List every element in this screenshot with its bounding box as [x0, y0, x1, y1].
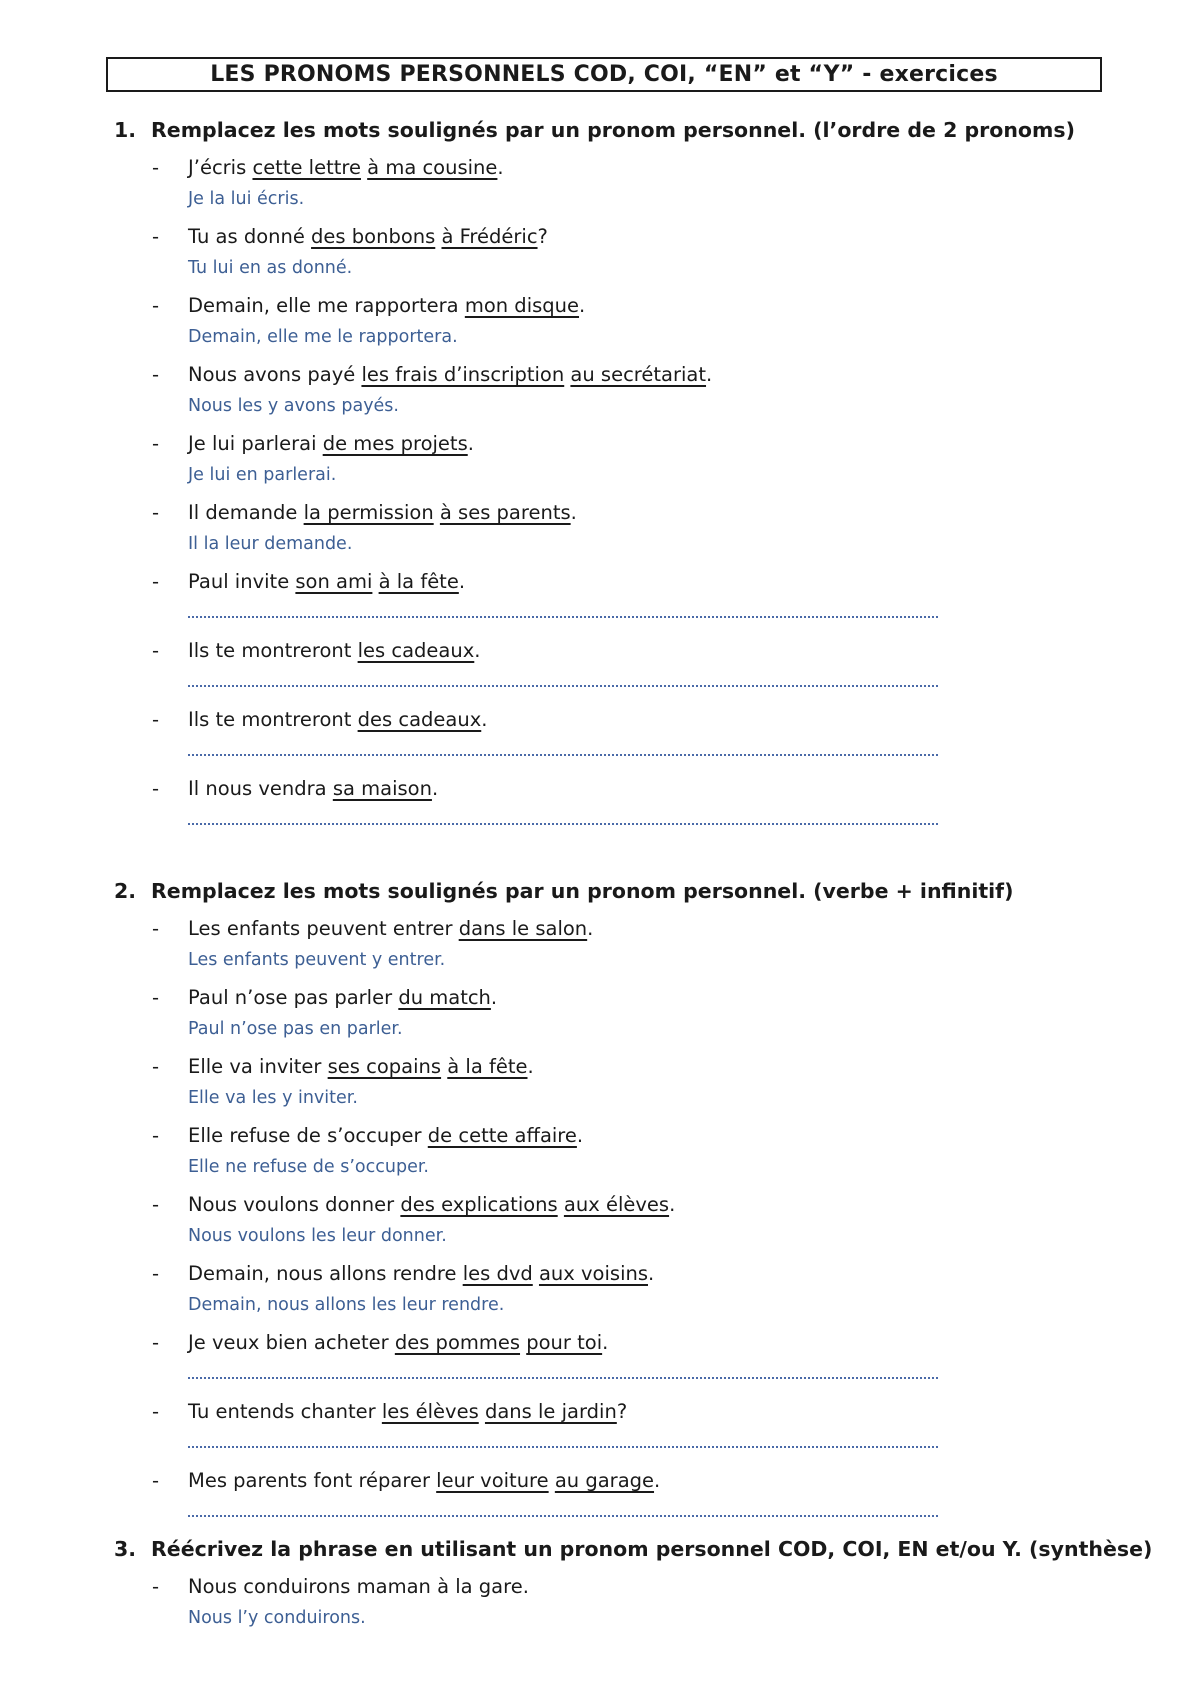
answer-blank-line[interactable]	[188, 616, 938, 620]
exercise-sentence	[152, 983, 497, 1013]
answer-blank-line[interactable]	[188, 1515, 938, 1519]
bullet-dash: -	[152, 1331, 160, 1354]
sentence-text: Nous voulons donner	[188, 1193, 401, 1216]
answer-text: Elle va les y inviter.	[188, 1088, 358, 1108]
sentence-text: Paul invite	[188, 570, 296, 593]
underlined-words: dans le jardin	[484, 1400, 617, 1423]
bullet-dash: -	[152, 432, 160, 455]
sentence-text: Demain, nous allons rendre	[188, 1262, 463, 1285]
sentence-text: Nous conduirons maman à la gare.	[188, 1575, 529, 1598]
underlined-words: les cadeaux	[357, 639, 475, 662]
underlined-words: à la fête	[447, 1055, 528, 1078]
exercise-sentence	[152, 1121, 583, 1151]
sentence-text: .	[497, 156, 504, 179]
sentence-text: .	[490, 986, 498, 1009]
sentence-text: Demain, elle me rapportera	[188, 294, 465, 317]
bullet-dash: -	[152, 708, 160, 731]
sentence-text: .	[458, 570, 466, 593]
sentence-text: .	[587, 917, 594, 940]
section-number: 1.	[114, 118, 137, 142]
underlined-words: la permission	[303, 501, 434, 524]
bullet-dash: -	[152, 1575, 160, 1598]
bullet-dash: -	[152, 917, 160, 940]
underlined-words: des explications	[400, 1193, 558, 1216]
exercise-sentence	[152, 567, 465, 597]
bullet-dash: -	[152, 156, 160, 179]
bullet-dash: -	[152, 294, 160, 317]
answer-blank-line[interactable]	[188, 685, 938, 689]
section-heading-text: Remplacez les mots soulignés par un pronom personnel. (verbe + infinitif)	[151, 879, 1014, 903]
section-heading-text: Remplacez les mots soulignés par un pronom personnel. (l’ordre de 2 pronoms)	[151, 118, 1075, 142]
sentence-text: Ils te montreront	[188, 708, 358, 731]
sentence-text: .	[431, 777, 439, 800]
bullet-dash: -	[152, 1262, 160, 1285]
sentence-text: J’écris	[188, 156, 253, 179]
sentence-text: Tu entends chanter	[188, 1400, 382, 1423]
underlined-words: au secrétariat	[570, 363, 707, 386]
bullet-dash: -	[152, 1055, 160, 1078]
exercise-sentence	[152, 360, 712, 390]
answer-text: Demain, nous allons les leur rendre.	[188, 1295, 505, 1315]
answer-text: Tu lui en as donné.	[188, 258, 353, 278]
bullet-dash: -	[152, 1193, 160, 1216]
bullet-dash: -	[152, 986, 160, 1009]
exercise-sentence	[152, 291, 585, 321]
sentence-text: Elle va inviter	[188, 1055, 328, 1078]
bullet-dash: -	[152, 225, 160, 248]
bullet-dash: -	[152, 1124, 160, 1147]
sentence-text: .	[648, 1262, 655, 1285]
answer-text: Les enfants peuvent y entrer.	[188, 950, 446, 970]
exercise-sentence	[152, 1466, 660, 1496]
answer-blank-line[interactable]	[188, 754, 938, 758]
underlined-words: de mes projets	[322, 432, 468, 455]
answer-text: Paul n’ose pas en parler.	[188, 1019, 403, 1039]
sentence-text: Il nous vendra	[188, 777, 333, 800]
sentence-text: Paul n’ose pas parler	[188, 986, 399, 1009]
sentence-text: Nous avons payé	[188, 363, 362, 386]
underlined-words: mon disque	[464, 294, 580, 317]
underlined-words: des cadeaux	[357, 708, 482, 731]
sentence-text: Les enfants peuvent entrer	[188, 917, 459, 940]
exercise-sentence	[152, 498, 577, 528]
answer-text: Je la lui écris.	[188, 189, 305, 209]
page-title	[106, 57, 1102, 92]
exercise-sentence	[152, 153, 504, 183]
underlined-words: à Frédéric	[441, 225, 538, 248]
underlined-words: de cette affaire	[427, 1124, 577, 1147]
sentence-text: Elle refuse de s’occuper	[188, 1124, 428, 1147]
exercise-sentence	[152, 636, 480, 666]
sentence-text: .	[474, 639, 481, 662]
underlined-words: dans le salon	[458, 917, 588, 940]
sentence-text: Il demande	[188, 501, 304, 524]
underlined-words: des bonbons	[311, 225, 436, 248]
sentence-text: .	[467, 432, 474, 455]
underlined-words: des pommes	[394, 1331, 521, 1354]
section-number: 3.	[114, 1537, 137, 1561]
sentence-text: .	[654, 1469, 661, 1492]
bullet-dash: -	[152, 570, 160, 593]
underlined-words: pour toi	[526, 1331, 603, 1354]
answer-text: Il la leur demande.	[188, 534, 353, 554]
sentence-text: Tu as donné	[188, 225, 312, 248]
exercise-sentence	[152, 1397, 627, 1427]
answer-text: Nous voulons les leur donner.	[188, 1226, 447, 1246]
underlined-words: au garage	[554, 1469, 655, 1492]
sentence-text: ?	[537, 225, 548, 248]
section-heading-text: Réécrivez la phrase en utilisant un pronom personnel COD, COI, EN et/ou Y. (synthèse)	[151, 1537, 1153, 1561]
bullet-dash: -	[152, 639, 160, 662]
exercise-sentence	[152, 914, 593, 944]
exercise-sentence	[152, 429, 474, 459]
section-heading	[114, 876, 1013, 906]
section-heading	[114, 115, 1075, 145]
bullet-dash: -	[152, 777, 160, 800]
bullet-dash: -	[152, 1469, 160, 1492]
sentence-text: .	[579, 294, 586, 317]
underlined-words: sa maison	[332, 777, 432, 800]
page-title-text: LES PRONOMS PERSONNELS COD, COI, “EN” et “Y” - exercices	[210, 62, 998, 87]
underlined-words: aux élèves	[563, 1193, 670, 1216]
exercise-sentence	[152, 1190, 675, 1220]
sentence-text: Je veux bien acheter	[188, 1331, 395, 1354]
answer-blank-line[interactable]	[188, 1377, 938, 1381]
answer-blank-line[interactable]	[188, 1446, 938, 1450]
underlined-words: les dvd	[462, 1262, 533, 1285]
exercise-sentence	[152, 1572, 529, 1602]
underlined-words: son ami	[295, 570, 373, 593]
answer-text: Nous les y avons payés.	[188, 396, 399, 416]
answer-text: Elle ne refuse de s’occuper.	[188, 1157, 429, 1177]
exercise-sentence	[152, 222, 548, 252]
sentence-text: .	[706, 363, 713, 386]
underlined-words: ses copains	[327, 1055, 442, 1078]
sentence-text: .	[602, 1331, 609, 1354]
sentence-text: Je lui parlerai	[188, 432, 323, 455]
exercise-sentence	[152, 774, 438, 804]
answer-text: Demain, elle me le rapportera.	[188, 327, 458, 347]
sentence-text: .	[570, 501, 577, 524]
answer-text: Je lui en parlerai.	[188, 465, 337, 485]
bullet-dash: -	[152, 363, 160, 386]
exercise-sentence	[152, 1052, 534, 1082]
underlined-words: cette lettre	[252, 156, 361, 179]
underlined-words: aux voisins	[538, 1262, 648, 1285]
underlined-words: leur voiture	[436, 1469, 549, 1492]
sentence-text: .	[481, 708, 488, 731]
exercise-sentence	[152, 1328, 608, 1358]
sentence-text: ?	[616, 1400, 628, 1423]
exercise-sentence	[152, 1259, 654, 1289]
underlined-words: les élèves	[381, 1400, 479, 1423]
sentence-text: .	[669, 1193, 676, 1216]
bullet-dash: -	[152, 501, 160, 524]
underlined-words: les frais d’inscription	[361, 363, 565, 386]
underlined-words: à ses parents	[439, 501, 571, 524]
sentence-text: .	[527, 1055, 534, 1078]
answer-text: Nous l’y conduirons.	[188, 1608, 366, 1628]
exercise-sentence	[152, 705, 487, 735]
sentence-text: .	[576, 1124, 584, 1147]
underlined-words: à la fête	[378, 570, 459, 593]
sentence-text: Ils te montreront	[188, 639, 358, 662]
section-heading	[114, 1534, 1152, 1564]
underlined-words: du match	[398, 986, 491, 1009]
sentence-text: Mes parents font réparer	[188, 1469, 437, 1492]
section-number: 2.	[114, 879, 137, 903]
bullet-dash: -	[152, 1400, 160, 1423]
answer-blank-line[interactable]	[188, 823, 938, 827]
underlined-words: à ma cousine	[367, 156, 498, 179]
